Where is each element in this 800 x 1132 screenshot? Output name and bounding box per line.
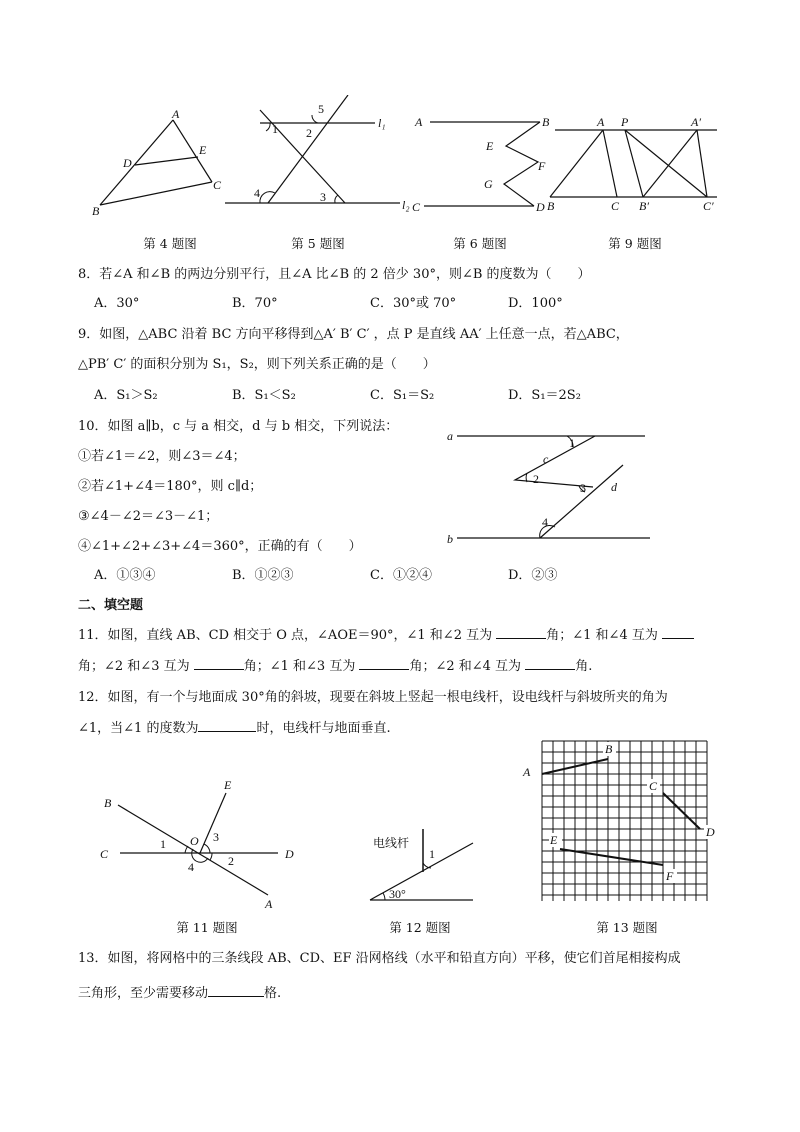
label-A: A [523, 765, 531, 779]
q12-text-2: 时，电线杆与地面垂直. [256, 721, 391, 736]
q9-line2: △PB′ C′ 的面积分别为 S₁，S₂，则下列关系正确的是（ ） [78, 357, 436, 372]
q10-option-a[interactable]: A．①③④ [94, 568, 156, 583]
label-C: C [611, 199, 620, 213]
caption-fig12: 第 12 题图 [389, 920, 451, 935]
q8-option-b[interactable]: B．70° [232, 296, 278, 311]
q9-option-a[interactable]: A．S₁＞S₂ [94, 388, 158, 403]
figure-11 [100, 775, 310, 910]
caption-fig4: 第 4 题图 [143, 236, 197, 251]
label-pole: 电线杆 [373, 836, 410, 850]
q11-blank-4[interactable] [359, 657, 409, 670]
q12-line2 [78, 717, 391, 736]
q10-option-d[interactable]: D．②③ [508, 568, 558, 583]
label-E: E [224, 778, 232, 792]
q10-option-b[interactable]: B．①②③ [232, 568, 294, 583]
q10-statement-4: ④∠1+∠2+∠3+∠4＝360°，正确的有（ ） [78, 539, 362, 554]
label-A-prime: A′ [691, 115, 701, 129]
q11-blank-2[interactable] [662, 626, 694, 639]
q13-blank[interactable] [208, 984, 264, 997]
q11-text-4: 角；∠1 和∠3 互为 [243, 659, 356, 674]
segment-CD [663, 793, 700, 829]
label-B: B [542, 115, 550, 129]
angle-1: 1 [569, 436, 575, 450]
q12-text-1: ∠1，当∠1 的度数为 [78, 721, 199, 736]
q13-text-2: 格. [264, 986, 282, 1001]
label-C-prime: C′ [703, 199, 714, 213]
q11-blank-3[interactable] [194, 657, 244, 670]
q13-line2 [78, 982, 281, 1001]
label-B: B [605, 742, 613, 756]
label-A: A [265, 897, 273, 910]
label-E: E [550, 833, 558, 847]
label-l1: l₁ [378, 116, 386, 130]
q10-statement-3: ③∠4－∠2＝∠3－∠1； [78, 509, 219, 524]
label-C: C [649, 779, 658, 793]
label-D: D [123, 156, 132, 170]
angle-3: 3 [213, 830, 219, 844]
label-F: F [538, 159, 546, 173]
label-E: E [486, 139, 494, 153]
label-b: b [447, 532, 453, 546]
q11-text-6: 角. [575, 659, 593, 674]
caption-fig5: 第 5 题图 [291, 236, 345, 251]
q10-statement-1: ①若∠1＝∠2，则∠3＝∠4； [78, 449, 246, 464]
angle-2: 2 [228, 854, 234, 868]
q9-option-b[interactable]: B．S₁＜S₂ [232, 388, 296, 403]
grid [542, 741, 707, 901]
label-C: C [100, 847, 109, 861]
q8-stem: 8．若∠A 和∠B 的两边分别平行，且∠A 比∠B 的 2 倍少 30°，则∠B 的度数为（ ） [78, 267, 591, 282]
figure-6 [412, 110, 562, 218]
label-B-prime: B′ [639, 199, 649, 213]
q11-text-1: 11．如图，直线 AB、CD 相交于 O 点，∠AOE＝90°，∠1 和∠2 互为 [78, 628, 493, 643]
q8-option-d[interactable]: D．100° [508, 296, 563, 311]
angle-4: 4 [542, 515, 548, 529]
label-l2: l₂ [402, 198, 410, 212]
label-D: D [285, 847, 294, 861]
label-B: B [104, 796, 112, 810]
angle-1: 1 [160, 837, 166, 851]
label-A: A [172, 107, 180, 121]
label-P: P [621, 115, 629, 129]
label-G: G [484, 177, 493, 191]
label-E: E [199, 143, 207, 157]
figure-9 [545, 115, 725, 215]
angle-1: 1 [429, 847, 435, 861]
label-C: C [213, 178, 222, 192]
q12-line1: 12．如图，有一个与地面成 30°角的斜坡，现要在斜坡上竖起一根电线杆，设电线杆与斜坡所夹的角为 [78, 690, 668, 705]
label-A: A [597, 115, 605, 129]
q10-statement-2: ②若∠1+∠4＝180°，则 c∥d； [78, 479, 263, 494]
q11-line1 [78, 624, 694, 643]
label-B: B [92, 204, 100, 218]
q13-line1: 13．如图，将网格中的三条线段 AB、CD、EF 沿网格线（水平和铅直方向）平移，使它们首尾相接构成 [78, 951, 681, 966]
angle-2: 2 [306, 126, 312, 140]
label-O: O [190, 834, 199, 848]
label-C: C [412, 200, 421, 214]
q13-text-1: 三角形，至少需要移动 [78, 986, 209, 1001]
angle-2: 2 [533, 472, 539, 486]
label-D: D [706, 825, 715, 839]
q11-text-2: 角；∠1 和∠4 互为 [546, 628, 658, 643]
label-A: A [415, 115, 423, 129]
label-d: d [611, 480, 617, 494]
figure-5 [220, 95, 415, 220]
q8-option-c[interactable]: C．30°或 70° [370, 296, 457, 311]
figure-4 [90, 105, 230, 220]
label-30-degree: 30° [389, 887, 406, 901]
caption-fig6: 第 6 题图 [453, 236, 507, 251]
q10-option-c[interactable]: C．①②④ [370, 568, 432, 583]
figure-13 [520, 733, 725, 908]
figure-10 [445, 425, 660, 550]
caption-fig9: 第 9 题图 [608, 236, 662, 251]
q9-option-d[interactable]: D．S₁＝2S₂ [508, 388, 581, 403]
label-c: c [543, 452, 549, 466]
angle-4: 4 [254, 186, 260, 200]
q9-line1: 9．如图，△ABC 沿着 BC 方向平移得到△A′ B′ C′ ，点 P 是直线 AA′ 上任意一点，若△ABC， [78, 327, 629, 342]
q9-option-c[interactable]: C．S₁＝S₂ [370, 388, 435, 403]
angle-3: 3 [320, 190, 326, 204]
q10-stem: 10．如图 a∥b，c 与 a 相交，d 与 b 相交，下列说法： [78, 419, 399, 434]
caption-fig11: 第 11 题图 [176, 920, 238, 935]
label-F: F [666, 869, 674, 883]
q11-blank-1[interactable] [496, 626, 546, 639]
q11-blank-5[interactable] [525, 657, 575, 670]
caption-fig13: 第 13 题图 [596, 920, 658, 935]
figure-12 [365, 825, 480, 905]
angle-1: 1 [272, 122, 278, 136]
angle-5: 5 [318, 102, 324, 116]
q11-text-5: 角；∠2 和∠4 互为 [409, 659, 522, 674]
angle-3: 3 [580, 481, 586, 495]
angle-4: 4 [188, 860, 194, 874]
q12-blank[interactable] [198, 719, 256, 732]
label-D: D [536, 200, 545, 214]
q8-option-a[interactable]: A．30° [94, 296, 140, 311]
label-a: a [447, 429, 453, 443]
label-B: B [547, 199, 555, 213]
section-fill-in-blank-title: 二、填空题 [78, 598, 144, 613]
q11-line2 [78, 655, 592, 674]
q11-text-3: 角；∠2 和∠3 互为 [78, 659, 190, 674]
